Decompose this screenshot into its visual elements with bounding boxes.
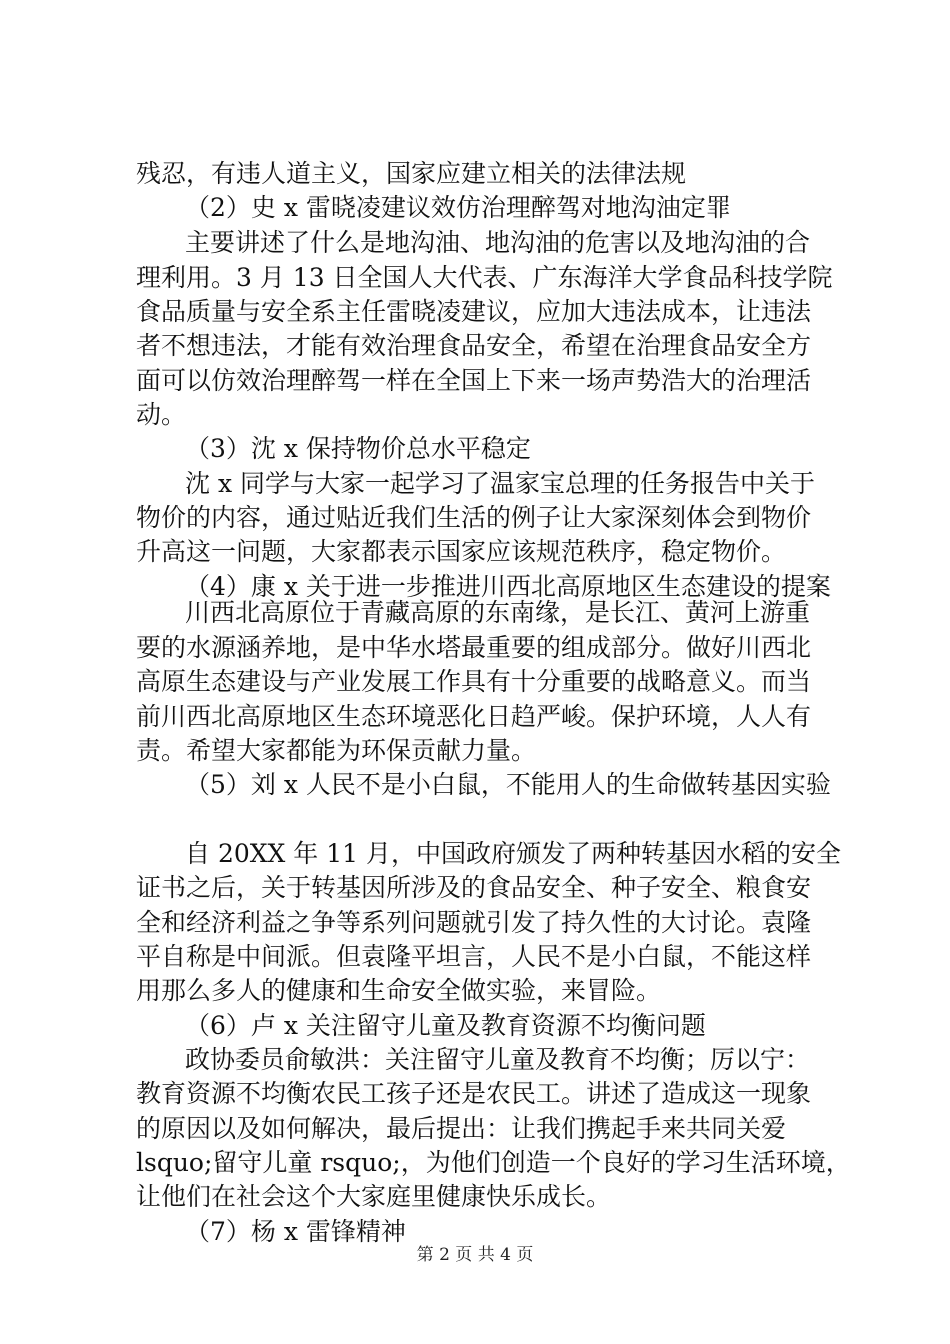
body-line: 用那么多人的健康和生命安全做实验，来冒险。 <box>136 976 662 1005</box>
section-heading: （4）康 x 关于进一步推进川西北高原地区生态建设的提案 <box>185 572 831 601</box>
body-line: 食品质量与安全系主任雷晓凌建议，应加大违法成本，让违法 <box>136 297 812 326</box>
body-line: 面可以仿效治理醉驾一样在全国上下来一场声势浩大的治理活 <box>136 366 812 395</box>
body-line: 高原生态建设与产业发展工作具有十分重要的战略意义。而当 <box>136 667 812 696</box>
body-line: 物价的内容，通过贴近我们生活的例子让大家深刻体会到物价 <box>136 503 812 532</box>
section-heading: （5）刘 x 人民不是小白鼠，不能用人的生命做转基因实验 <box>185 770 831 799</box>
body-line: 平自称是中间派。但袁隆平坦言，人民不是小白鼠，不能这样 <box>136 942 812 971</box>
body-line: 沈 x 同学与大家一起学习了温家宝总理的任务报告中关于 <box>185 469 815 498</box>
body-line: 的原因以及如何解决，最后提出：让我们携起手来共同关爱 <box>136 1114 787 1143</box>
body-line: 责。希望大家都能为环保贡献力量。 <box>136 736 537 765</box>
body-line: 前川西北高原地区生态环境恶化日趋严峻。保护环境，人人有 <box>136 702 812 731</box>
section-heading: （3）沈 x 保持物价总水平稳定 <box>185 434 531 463</box>
body-line: 理利用。3 月 13 日全国人大代表、广东海洋大学食品科技学院 <box>136 263 833 292</box>
body-line: 残忍，有违人道主义，国家应建立相关的法律法规 <box>136 159 687 188</box>
body-line: 教育资源不均衡农民工孩子还是农民工。讲述了造成这一现象 <box>136 1079 812 1108</box>
section-heading: （7）杨 x 雷锋精神 <box>185 1217 406 1246</box>
body-line: 全和经济利益之争等系列问题就引发了持久性的大讨论。袁隆 <box>136 908 812 937</box>
body-line: 让他们在社会这个大家庭里健康快乐成长。 <box>136 1182 612 1211</box>
body-line: 者不想违法，才能有效治理食品安全，希望在治理食品安全方 <box>136 331 812 360</box>
body-line: 升高这一问题，大家都表示国家应该规范秩序，稳定物价。 <box>136 537 787 566</box>
body-line: 政协委员俞敏洪：关注留守儿童及教育不均衡；厉以宁： <box>185 1045 811 1074</box>
section-heading: （6）卢 x 关注留守儿童及教育资源不均衡问题 <box>185 1011 706 1040</box>
body-line: 证书之后，关于转基因所涉及的食品安全、种子安全、粮食安 <box>136 873 812 902</box>
body-line: 自 20XX 年 11 月，中国政府颁发了两种转基因水稻的安全 <box>185 839 842 868</box>
body-line: 动。 <box>136 400 187 429</box>
page-footer: 第 2 页 共 4 页 <box>416 1245 534 1265</box>
body-line: 要的水源涵养地，是中华水塔最重要的组成部分。做好川西北 <box>136 633 812 662</box>
body-line: lsquo;留守儿童 rsquo;，为他们创造一个良好的学习生活环境， <box>136 1148 851 1177</box>
body-line: 川西北高原位于青藏高原的东南缘，是长江、黄河上游重 <box>185 598 811 627</box>
body-line: 主要讲述了什么是地沟油、地沟油的危害以及地沟油的合 <box>185 228 811 257</box>
section-heading: （2）史 x 雷晓凌建议效仿治理醉驾对地沟油定罪 <box>185 193 731 222</box>
